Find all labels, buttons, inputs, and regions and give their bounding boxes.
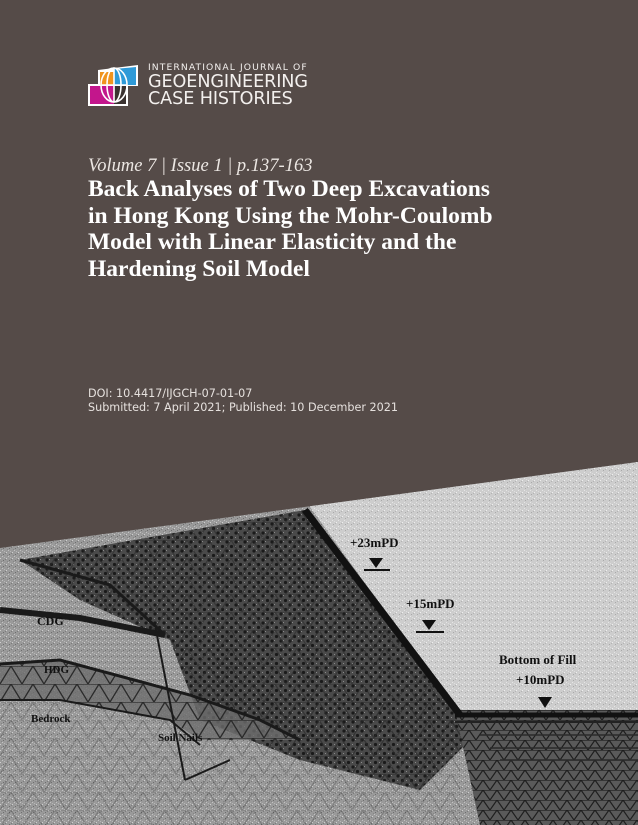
title-line-1: Back Analyses of Two Deep Excavations: [88, 176, 490, 202]
title-line-4: Hardening Soil Model: [88, 255, 310, 282]
article-metadata: [88, 387, 398, 414]
bottom-of-fill-level-label: +10mPD: [516, 672, 565, 687]
level-label-23mpd: +23mPD: [350, 535, 399, 550]
soil-nails-label: Soil Nails: [158, 732, 203, 744]
title-line-2: in Hong Kong Using the Mohr-Coulomb: [88, 202, 493, 229]
volume-issue-pages: Volume 7 | Issue 1 | p.137-163: [88, 156, 313, 176]
journal-name-line1: INTERNATIONAL JOURNAL OF: [148, 62, 308, 73]
journal-name-line2: GEOENGINEERING: [148, 72, 308, 92]
level-label-15mpd: +15mPD: [406, 596, 455, 611]
journal-name-line3: CASE HISTORIES: [148, 89, 293, 109]
journal-logo: [88, 62, 328, 108]
doi-text: DOI: 10.4417/IJGCH-07-01-07: [88, 387, 253, 400]
cdg-label: CDG: [37, 614, 64, 628]
bedrock-label: Bedrock: [31, 713, 71, 725]
submission-dates: Submitted: 7 April 2021; Published: 10 December 2021: [88, 400, 398, 414]
article-title: [88, 176, 608, 282]
globe-logo-icon: [88, 64, 140, 106]
title-line-3: Model with Linear Elasticity and the: [88, 229, 457, 255]
bottom-of-fill-label: Bottom of Fill: [499, 652, 577, 667]
hdg-label: HDG: [44, 664, 70, 676]
